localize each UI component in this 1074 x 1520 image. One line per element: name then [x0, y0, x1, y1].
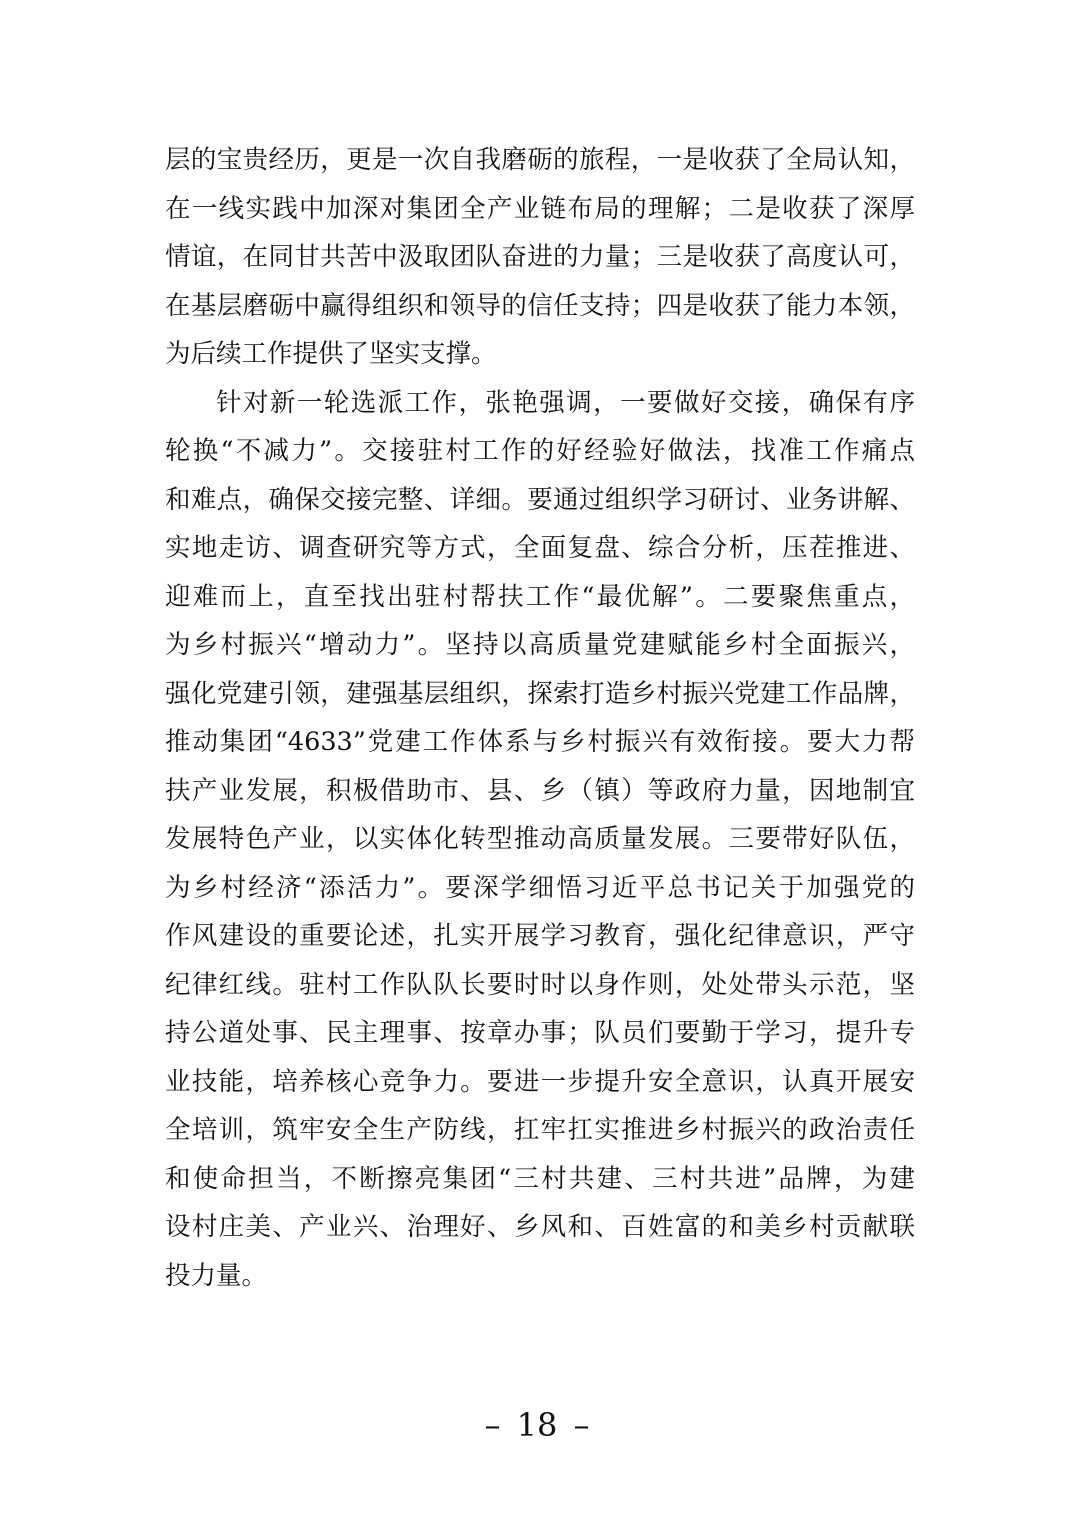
document-body — [165, 136, 915, 1300]
text-line: 推动集团“4633”党建工作体系与乡村振兴有效衔接。要大力帮 — [165, 727, 915, 757]
text-line: 在一线实践中加深对集团全产业链布局的理解；二是收获了深厚 — [165, 193, 915, 224]
text-line: 为乡村振兴“增动力”。坚持以高质量党建赋能乡村全面振兴， — [165, 630, 915, 660]
text-line: 强化党建引领，建强基层组织，探索打造乡村振兴党建工作品牌， — [165, 678, 915, 709]
text-line: 投力量。 — [165, 1260, 268, 1291]
text-line: 全培训，筑牢安全生产防线，扛牢扛实推进乡村振兴的政治责任 — [165, 1115, 915, 1145]
text-line: 为后续工作提供了坚实支撑。 — [165, 339, 497, 369]
page-number: – 18 – — [484, 1406, 590, 1444]
text-line: 设村庄美、产业兴、治理好、乡风和、百姓富的和美乡村贡献联 — [165, 1212, 915, 1242]
paragraph — [165, 136, 915, 379]
text-line: 实地走访、调查研究等方式，全面复盘、综合分析，压茬推进、 — [165, 533, 915, 563]
text-line: 和难点，确保交接完整、详细。要通过组织学习研讨、业务讲解、 — [165, 484, 915, 515]
text-line: 持公道处事、民主理事、按章办事；队员们要勤于学习，提升专 — [165, 1018, 915, 1048]
text-line: 和使命担当，不断擦亮集团“三村共建、三村共进”品牌，为建 — [165, 1163, 915, 1194]
text-line: 轮换“不减力”。交接驻村工作的好经验好做法，找准工作痛点 — [165, 436, 915, 466]
paragraph — [165, 379, 915, 1301]
text-line: 发展特色产业，以实体化转型推动高质量发展。三要带好队伍， — [165, 824, 915, 854]
text-line: 为乡村经济“添活力”。要深学细悟习近平总书记关于加强党的 — [165, 872, 915, 903]
text-line: 迎难而上，直至找出驻村帮扶工作“最优解”。二要聚焦重点， — [165, 581, 915, 612]
page-footer — [0, 1407, 1074, 1443]
text-line: 作风建设的重要论述，扎实开展学习教育，强化纪律意识，严守 — [165, 921, 915, 951]
text-line: 在基层磨砺中赢得组织和领导的信任支持；四是收获了能力本领， — [165, 290, 915, 321]
text-line: 纪律红线。驻村工作队队长要时时以身作则，处处带头示范，坚 — [165, 969, 915, 1000]
text-line: 层的宝贵经历，更是一次自我磨砺的旅程，一是收获了全局认知， — [165, 145, 915, 175]
text-line: 业技能，培养核心竞争力。要进一步提升安全意识，认真开展安 — [165, 1066, 915, 1097]
text-line: 扶产业发展，积极借助市、县、乡（镇）等政府力量，因地制宜 — [165, 775, 915, 806]
text-line: 针对新一轮选派工作，张艳强调，一要做好交接，确保有序 — [216, 387, 915, 418]
text-line: 情谊，在同甘共苦中汲取团队奋进的力量；三是收获了高度认可， — [165, 242, 915, 272]
